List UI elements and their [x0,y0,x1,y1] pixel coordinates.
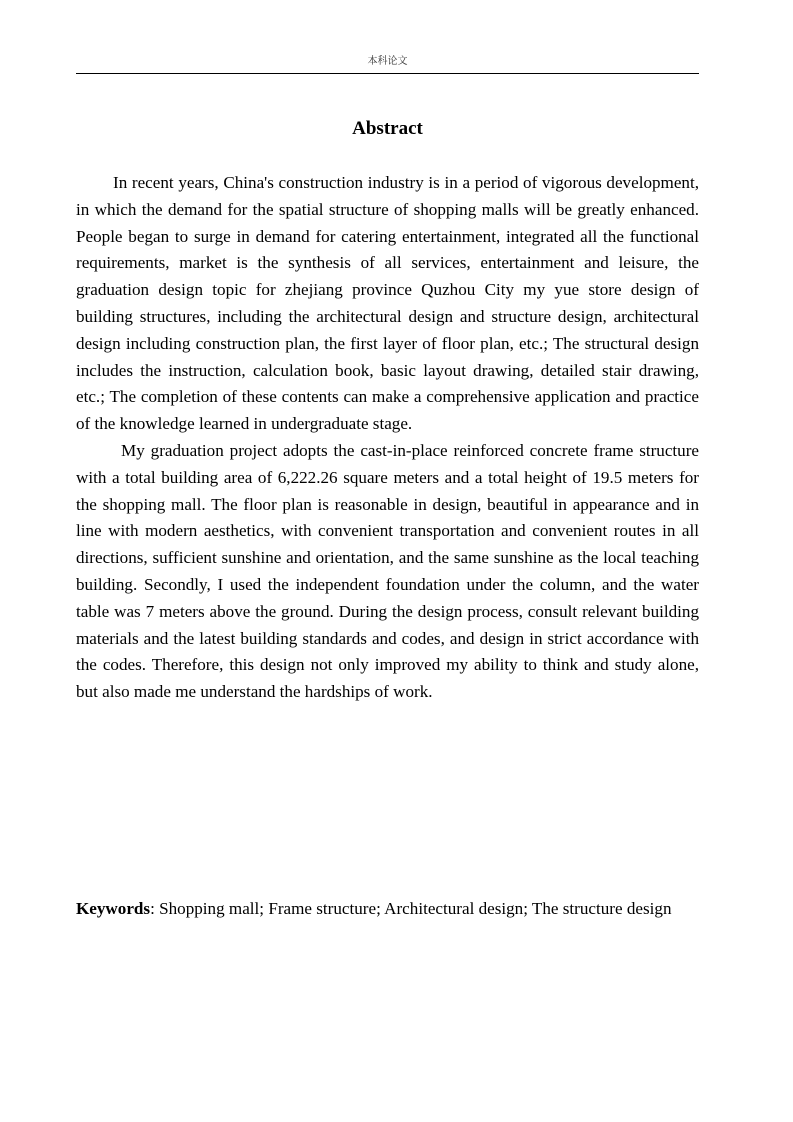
abstract-paragraph-1: In recent years, China's construction industry is in a period of vigorous development, in which the demand for the spatial structure of shopping malls will be greatly enhanced. People began to surge in demand for catering entertainment, integrated all the functional requirements, market is the synthesis of all services, entertainment and leisure, the graduation design topic for zhejiang province Quzhou City my yue store design of building structures, including the architectural design and structure design, architectural design including construction plan, the first layer of floor plan, etc.; The structural design includes the instruction, calculation book, basic layout drawing, detailed stair drawing, etc.; The completion of these contents can make a comprehensive application and practice of the knowledge learned in undergraduate stage. [76,173,699,434]
keywords-separator: : [150,899,160,918]
keywords-line [76,895,699,922]
abstract-paragraph-2: My graduation project adopts the cast-in-place reinforced concrete frame structure with a total building area of 6,222.26 square meters and a total height of 19.5 meters for the shopping mall. The floor plan is reasonable in design, beautiful in appearance and in line with modern aesthetics, with convenient transportation and convenient routes in all directions, sufficient sunshine and orientation, and the same sunshine as the local teaching building. Secondly, I used the independent foundation under the column, and the water table was 7 meters above the ground. During the design process, consult relevant building materials and the latest building standards and codes, and design in strict accordance with the codes. Therefore, this design not only improved my ability to think and study alone, but also made me understand the hardships of work. [76,440,699,702]
header-rule [76,73,699,74]
abstract-title: Abstract [352,118,423,139]
running-header: 本科论文 [367,56,408,67]
abstract-body [76,170,699,706]
keywords-text: Shopping mall; Frame structure; Architectural design; The structure design [159,899,672,918]
keywords-label: Keywords [76,899,151,918]
